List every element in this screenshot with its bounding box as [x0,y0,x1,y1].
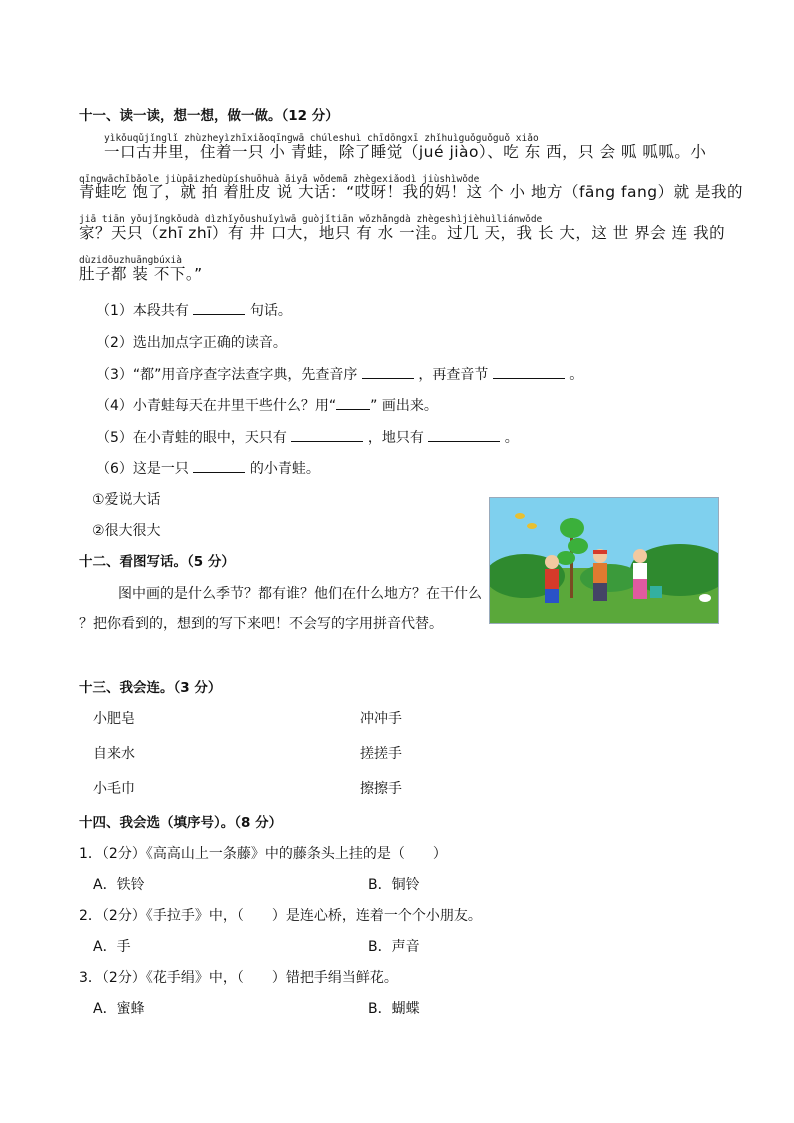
passage-line-3: 家？天只（zhī zhī）有 井 口大，地只 有 水 一洼。过几 天，我 长 大，这 世 界会 连 我的 [79,224,726,242]
section-13-title: 十三、我会连。（3 分） [79,680,222,696]
underline-sample [336,395,370,410]
pinyin-line-2: qīngwāchībǎole jiùpāizhedùpíshuōhuà āiyā wǒdemā zhègexiǎodì jiùshìwǒde [79,174,480,185]
match-right-2[interactable]: 搓搓手 [360,746,402,762]
match-left-2[interactable]: 自来水 [93,746,135,762]
passage-line-1: 一口古井里，住着一只 小 青蛙，除了睡觉（jué jiào）、吃 东 西，只 会 呱 呱呱。小 [104,143,707,161]
match-left-1[interactable]: 小肥皂 [93,711,135,727]
question-6: （6）这是一只 的小青蛙。 [96,458,320,478]
match-left-3[interactable]: 小毛巾 [93,781,135,797]
answer-blank[interactable] [428,427,500,442]
choice-2-option-a[interactable]: A．手 [93,939,131,955]
section-12-title: 十二、看图写话。（5 分） [79,554,235,570]
match-right-3[interactable]: 擦擦手 [360,781,402,797]
writing-prompt-line-1: 图中画的是什么季节？都有谁？他们在什么地方？在干什么 [118,586,482,602]
choice-1-option-a[interactable]: A．铁铃 [93,877,145,893]
writing-prompt-line-2: ？把你看到的，想到的写下来吧！不会写的字用拼音代替。 [79,616,443,632]
pinyin-line-1: yìkǒuqǔjǐnglǐ zhùzheyìzhīxiǎoqīngwā chúleshuì chīdōngxī zhǐhuìguǒguǒguǒ xiǎo [104,133,539,144]
question-3: （3）“都”用音序查字法查字典，先查音序 ，再查音节 。 [96,364,583,384]
answer-blank[interactable] [193,458,245,473]
question-1: （1）本段共有 句话。 [96,300,292,320]
section-11-title: 十一、读一读，想一想，做一做。（12 分） [79,108,339,124]
answer-blank[interactable] [493,364,565,379]
passage-line-4: 肚子都 装 不下。” [79,265,203,283]
pinyin-line-4: dùzidōuzhuāngbúxià [79,255,182,266]
answer-blank[interactable] [362,364,414,379]
passage-line-2: 青蛙吃 饱了，就 拍 着肚皮 说 大话：“哎呀！我的妈！这 个 小 地方（fāng fang）就 是我的 [79,183,744,201]
question-2: （2）选出加点字正确的读音。 [96,335,287,351]
choice-2-option-b[interactable]: B．声音 [368,939,420,955]
answer-blank[interactable] [193,300,245,315]
pinyin-line-3: jiā tiān yǒujǐngkǒudà dìzhǐyǒushuǐyìwā guòjǐtiān wǒzhǎngdà zhègeshìjièhuìliánwǒde [79,214,543,225]
choice-question-1: 1．（2分）《高高山上一条藤》中的藤条头上挂的是（ ） [79,846,447,862]
choice-question-2: 2．（2分）《手拉手》中，（ ）是连心桥，连着一个个小朋友。 [79,908,482,924]
section-14-title: 十四、我会选（填序号）。（8 分） [79,815,283,831]
option-1[interactable]: ①爱说大话 [92,492,161,508]
question-5: （5）在小青蛙的眼中，天只有 ，地只有 。 [96,427,519,447]
choice-question-3: 3．（2分）《花手绢》中，（ ）错把手绢当鲜花。 [79,970,398,986]
tree-planting-illustration [489,497,719,624]
choice-3-option-a[interactable]: A．蜜蜂 [93,1001,145,1017]
answer-blank[interactable] [291,427,363,442]
choice-1-option-b[interactable]: B．铜铃 [368,877,420,893]
choice-3-option-b[interactable]: B．蝴蝶 [368,1001,420,1017]
option-2[interactable]: ②很大很大 [92,523,161,539]
match-right-1[interactable]: 冲冲手 [360,711,402,727]
question-4: （4）小青蛙每天在井里干些什么？用“ ” 画出来。 [96,395,438,415]
